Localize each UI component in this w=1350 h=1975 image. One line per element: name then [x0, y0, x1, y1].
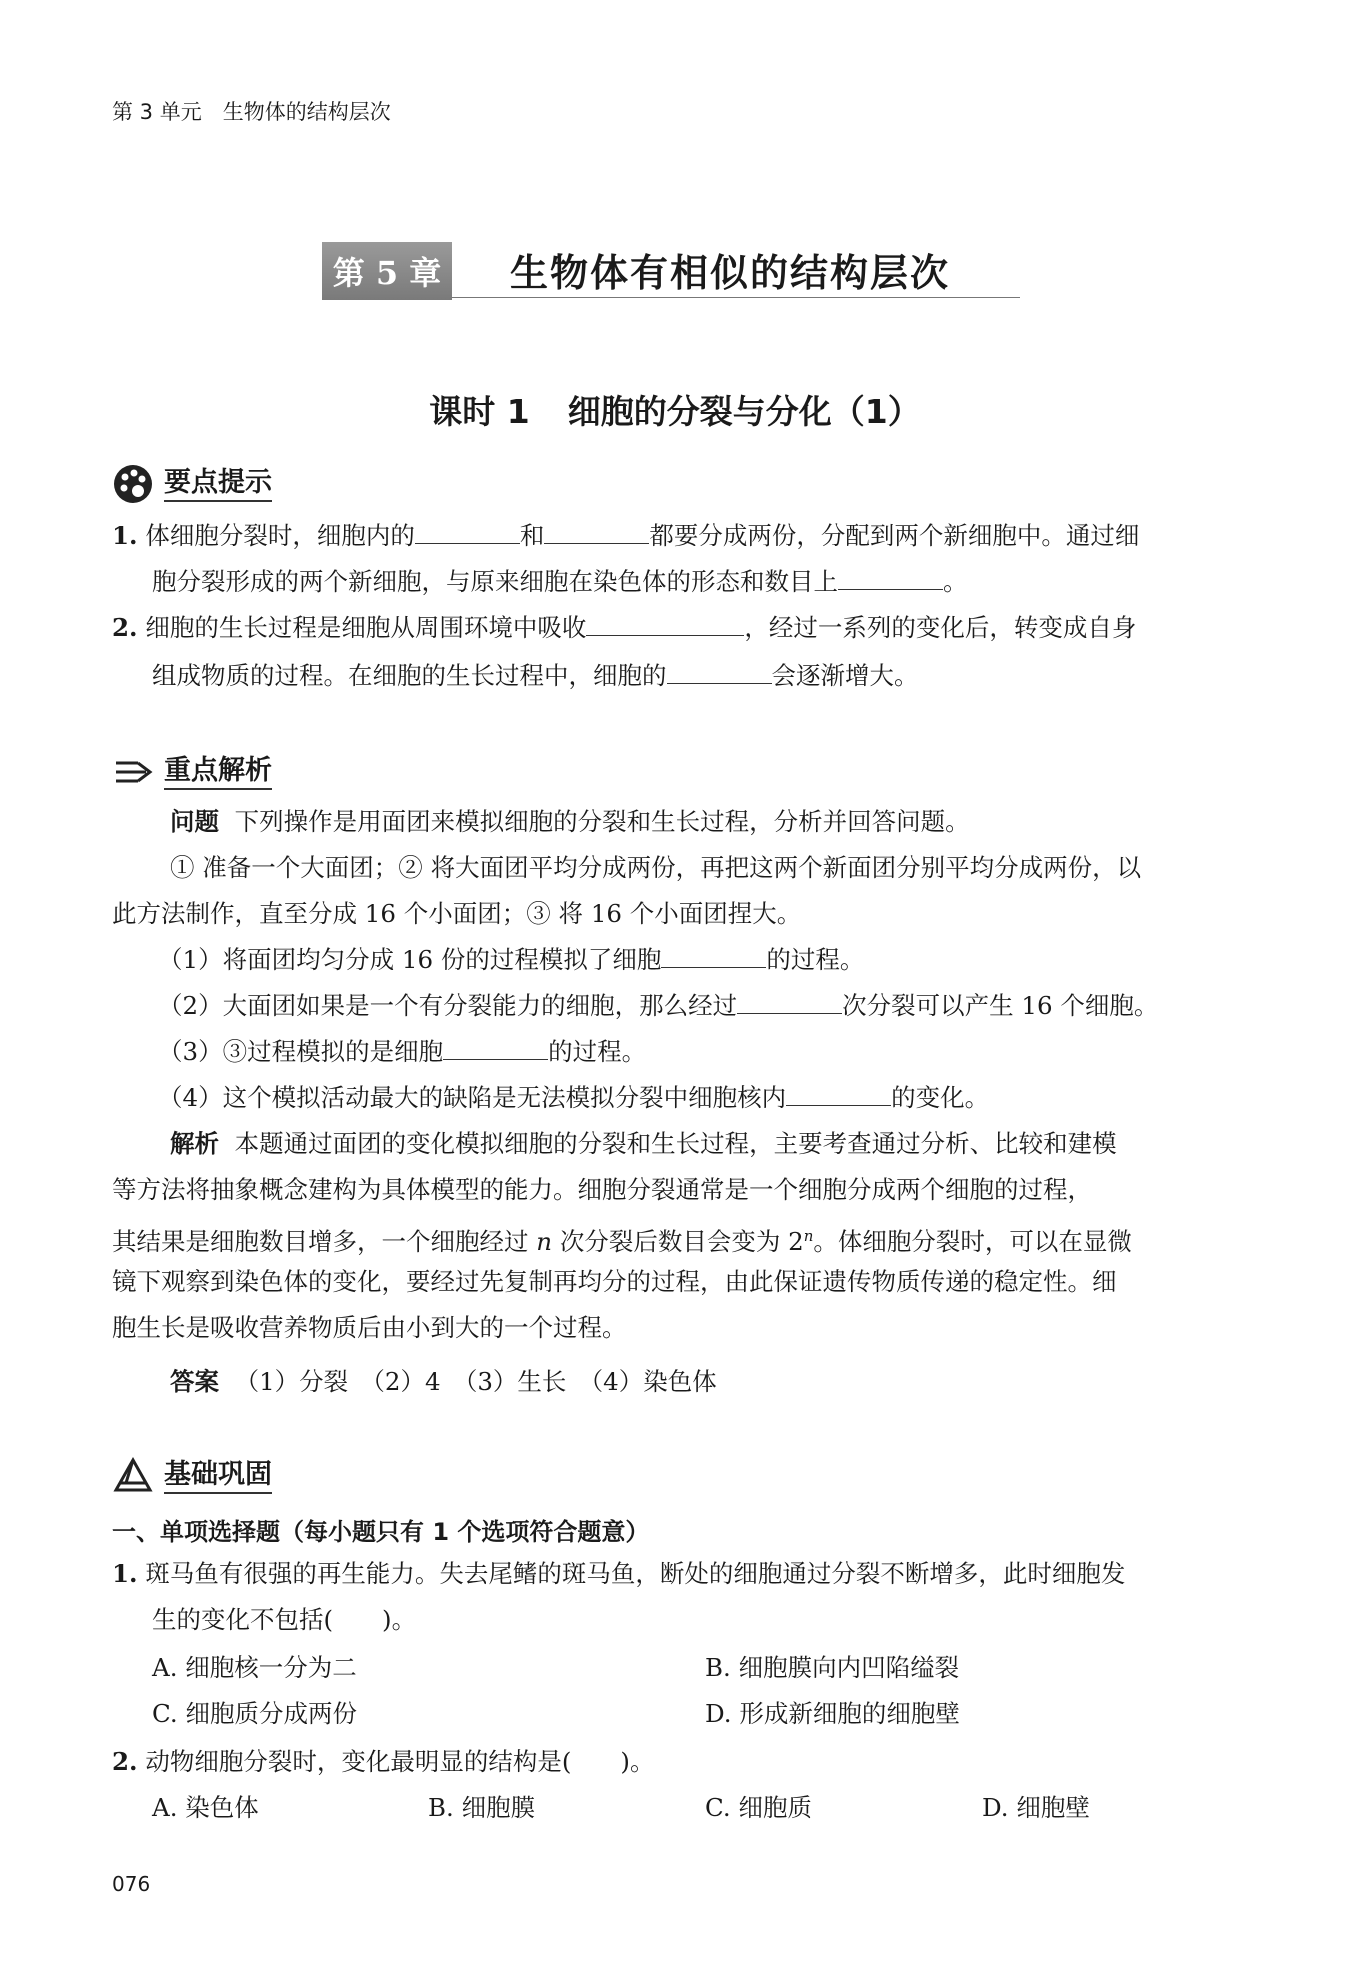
- question-2-line1: 2. 动物细胞分裂时，变化最明显的结构是( )。: [112, 1747, 655, 1776]
- fill-blank[interactable]: [737, 991, 842, 1014]
- chapter-rule: [452, 297, 1020, 298]
- chapter-title: 生物体有相似的结构层次: [510, 250, 951, 295]
- analysis-q2: （2）大面团如果是一个有分裂能力的细胞，那么经过 次分裂可以产生 16 个细胞。: [158, 991, 1159, 1020]
- question-1-line2: 生的变化不包括( )。: [152, 1605, 417, 1634]
- section-basics-label: 基础巩固: [164, 1459, 272, 1494]
- fill-blank[interactable]: [667, 661, 772, 684]
- lesson-name: 细胞的分裂与分化（1）: [567, 392, 921, 431]
- chapter-label: 第 5 章: [322, 242, 452, 300]
- triangle-layers-icon: [112, 1455, 154, 1497]
- question-2-option-b[interactable]: B. 细胞膜: [428, 1793, 536, 1822]
- fill-blank[interactable]: [661, 945, 766, 968]
- fill-blank[interactable]: [443, 1037, 548, 1060]
- analysis-q4: （4）这个模拟活动最大的缺陷是无法模拟分裂中细胞核内 的变化。: [158, 1083, 990, 1112]
- section-key-points: [112, 462, 272, 506]
- analysis-explain-line5: 胞生长是吸收营养物质后由小到大的一个过程。: [112, 1313, 627, 1342]
- question-1-option-d[interactable]: D. 形成新细胞的细胞壁: [705, 1699, 960, 1728]
- arrow-lines-icon: [112, 751, 154, 793]
- section-key-points-label: 要点提示: [164, 467, 272, 502]
- page-number: 076: [112, 1872, 151, 1896]
- question-2-option-d[interactable]: D. 细胞壁: [982, 1793, 1090, 1822]
- fill-blank[interactable]: [544, 521, 649, 544]
- analysis-q3: （3）③过程模拟的是细胞 的过程。: [158, 1037, 647, 1066]
- lesson-title: [0, 386, 1350, 433]
- key-point-2-line1: 2. 细胞的生长过程是细胞从周围环境中吸收 ，经过一系列的变化后，转变成自身: [112, 613, 1137, 642]
- section-basics: [112, 1454, 272, 1498]
- analysis-steps-line2: 此方法制作，直至分成 16 个小面团；③ 将 16 个小面团捏大。: [112, 899, 802, 928]
- part-title: 一、单项选择题（每小题只有 1 个选项符合题意）: [112, 1518, 650, 1546]
- question-2-option-a[interactable]: A. 染色体: [152, 1793, 259, 1822]
- section-analysis-label: 重点解析: [164, 755, 272, 790]
- key-point-1-line1: 1. 体细胞分裂时，细胞内的 和 都要分成两份，分配到两个新细胞中。通过细: [112, 521, 1140, 550]
- fill-blank[interactable]: [838, 567, 943, 590]
- analysis-q1: （1）将面团均匀分成 16 份的过程模拟了细胞 的过程。: [158, 945, 865, 974]
- key-point-2-line2: 组成物质的过程。在细胞的生长过程中，细胞的 会逐渐增大。: [152, 661, 919, 690]
- analysis-answer: 答案 （1）分裂 （2）4 （3）生长 （4）染色体: [170, 1367, 717, 1396]
- lesson-prefix: 课时 1: [429, 392, 530, 431]
- question-1-option-b[interactable]: B. 细胞膜向内凹陷缢裂: [705, 1653, 960, 1682]
- palette-icon: [112, 463, 154, 505]
- question-1-option-c[interactable]: C. 细胞质分成两份: [152, 1699, 357, 1728]
- running-head: 第 3 单元 生物体的结构层次: [112, 100, 391, 124]
- analysis-steps-line1: ① 准备一个大面团；② 将大面团平均分成两份，再把这两个新面团分别平均分成两份，以: [170, 853, 1142, 882]
- analysis-question: 问题 下列操作是用面团来模拟细胞的分裂和生长过程，分析并回答问题。: [170, 807, 970, 836]
- fill-blank[interactable]: [786, 1083, 891, 1106]
- analysis-explain-line1: 解析 本题通过面团的变化模拟细胞的分裂和生长过程，主要考查通过分析、比较和建模: [170, 1129, 1117, 1158]
- key-point-1-line2: 胞分裂形成的两个新细胞，与原来细胞在染色体的形态和数目上 。: [152, 567, 968, 596]
- fill-blank[interactable]: [586, 613, 744, 636]
- analysis-explain-line3: 其结果是细胞数目增多，一个细胞经过 n 次分裂后数目会变为 2$^n$。体细胞分裂时，可以在显微: [112, 1227, 1132, 1257]
- question-1-line1: 1. 斑马鱼有很强的再生能力。失去尾鳍的斑马鱼，断处的细胞通过分裂不断增多，此时细胞发: [112, 1559, 1126, 1588]
- question-2-option-c[interactable]: C. 细胞质: [705, 1793, 812, 1822]
- question-1-option-a[interactable]: A. 细胞核一分为二: [152, 1653, 357, 1682]
- analysis-explain-line4: 镜下观察到染色体的变化，要经过先复制再均分的过程，由此保证遗传物质传递的稳定性。细: [112, 1267, 1117, 1296]
- section-analysis: [112, 750, 272, 794]
- analysis-explain-line2: 等方法将抽象概念建构为具体模型的能力。细胞分裂通常是一个细胞分成两个细胞的过程，: [112, 1175, 1092, 1204]
- fill-blank[interactable]: [415, 521, 520, 544]
